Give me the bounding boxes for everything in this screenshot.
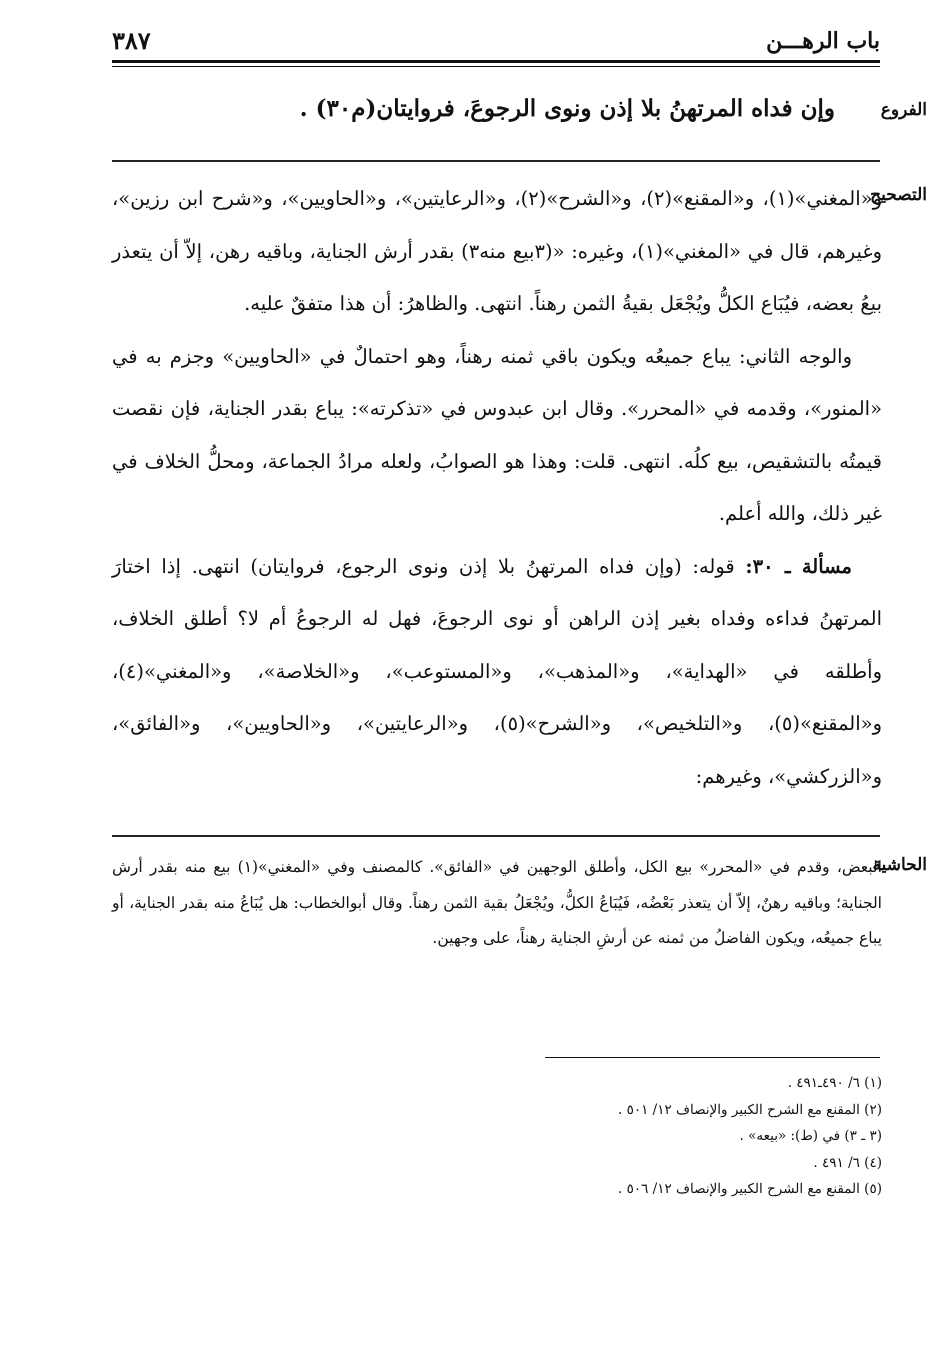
footnote-4: (٤) ٦/ ٤٩١ .: [813, 1154, 882, 1171]
main-text: وإن فداه المرتهنُ بلا إذن ونوى الرجوعَ، فروايتان(م٣٠) .: [299, 95, 835, 122]
section-divider-2: [112, 835, 880, 837]
page-number: ٣٨٧: [112, 26, 151, 55]
tashih-block: [112, 173, 882, 803]
footnote-rule: [545, 1057, 880, 1058]
section-divider-1: [112, 160, 880, 162]
tashih-paragraph-1: و«المغني»(١)، و«المقنع»(٢)، و«الشرح»(٢)، و«الرعايتين»، و«الحاويين»، و«شرح ابن رزين»، وغيرهم، قال في «المغني»(١)، وغيره: «(٣بيع منه٣) بقدر أرش الجناية، وباقيه رهن، إلاّ أن يتعذر بيعُ بعضه، فيُبَاع الكلُّ ويُجْعَل بقيةُ الثمن رهناً. انتهى. والظاهرُ: أن هذا متفقٌ عليه.: [112, 187, 882, 315]
running-header: [112, 22, 880, 58]
tashih-paragraph-2: [112, 331, 882, 541]
hashiya-block: [112, 850, 882, 957]
hashiya-paragraph-1: البعض، وقدم في «المحرر» بيع الكل، وأطلق الوجهين في «الفائق». كالمصنف وفي «المغني»(١) بيع منه بقدر أرش الجناية؛ وباقيه رهنٌ، إلاّ أن يتعذر بَعْضُه، فَيُبَاعُ الكلُّ، ويُجْعَلُ بقية الثمن رهناً. وقال أبوالخطاب: هل يُبَاعُ منه بقدر الجناية، أو يباع جميعُه، ويكون الفاضلُ من ثمنه عن أرشِ الجناية رهناً، على وجهين.: [112, 858, 882, 947]
section-label-hashiya: الحاشية: [872, 855, 927, 875]
chapter-title: باب الرهـــن: [766, 28, 880, 54]
footnote-1: (١) ٦/ ٤٩٠ـ٤٩١ .: [787, 1075, 882, 1091]
section-label-tashih: التصحيح: [870, 185, 927, 205]
tashih-paragraph-3: [112, 541, 882, 804]
footnote-3: (٣ ـ ٣) في (ط): «بيعه» .: [739, 1128, 882, 1144]
tashih-paragraph-2-text: والوجه الثاني: يباع جميعُه ويكون باقي ثمنه رهناً، وهو احتمالٌ في «الحاويين» وجزم به في «المنور»، وقدمه في «المحرر». وقال ابن عبدوس في «تذكرته»: يباع بقدر الجناية، فإن نقصت قيمتُه بالتشقيص، بيع كلُه. انتهى. قلت: وهذا هو الصوابُ، ولعله مرادُ الجماعة، ومحلُّ الخلاف في غير ذلك، والله أعلم.: [112, 344, 882, 525]
masala-label: مسألة ـ ٣٠:: [745, 554, 852, 578]
section-label-furu: الفروع: [880, 100, 927, 120]
tashih-paragraph-3-text: قوله: (وإن فداه المرتهنُ بلا إذن ونوى الرجوع، فروايتان) انتهى. إذا اختارَ المرتهنُ فداءه وفداه بغير إذن الراهن أو نوى الرجوعَ، فهل له الرجوعُ أم لا؟ أطلق الخلاف، وأطلقه في «الهداية»، و«المذهب»، و«المستوعب»، و«الخلاصة»، و«المغني»(٤)، و«المقنع»(٥)، و«التلخيص»، و«الشرح»(٥)، و«الرعايتين»، و«الحاويين»، و«الفائق»، و«الزركشي»، وغيرهم:: [112, 554, 882, 788]
header-rule-thin: [112, 66, 880, 67]
footnote-5: (٥) المقنع مع الشرح الكبير والإنصاف ١٢/ ٥٠٦ .: [618, 1181, 882, 1197]
footnotes: [112, 1070, 882, 1203]
header-rule-thick: [112, 60, 880, 63]
footnote-2: (٢) المقنع مع الشرح الكبير والإنصاف ١٢/ ٥٠١ .: [618, 1101, 882, 1118]
